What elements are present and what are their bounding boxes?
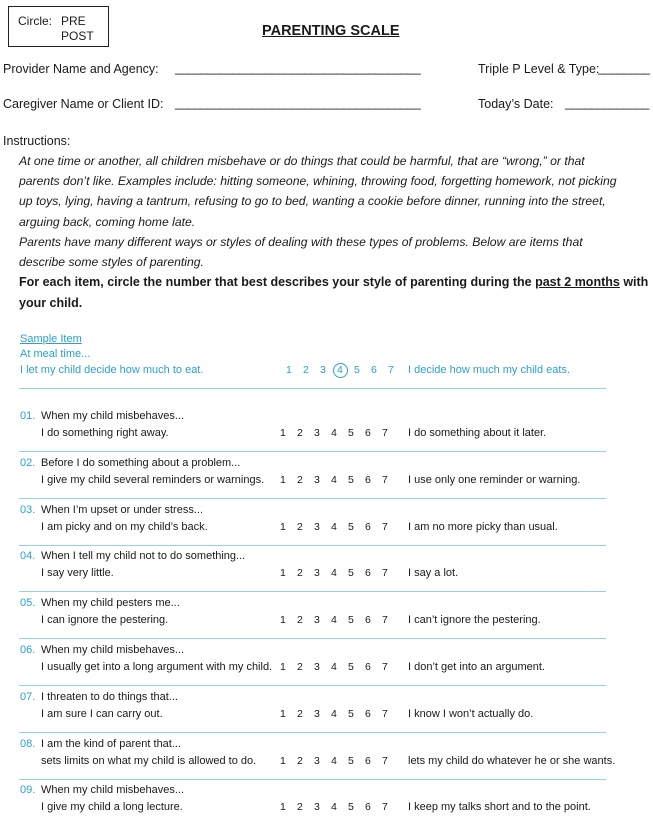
scale-option-1[interactable]: 1 — [280, 614, 286, 626]
scale-option-3[interactable]: 3 — [314, 474, 320, 486]
item-right-anchor: I am no more picky than usual. — [408, 521, 558, 533]
sample-scale-option-4: 4 — [337, 364, 343, 376]
scale-option-7[interactable]: 7 — [382, 614, 388, 626]
instructions-bold-line: your child. — [19, 296, 83, 310]
scale-option-1[interactable]: 1 — [280, 427, 286, 439]
instructions-line: parents don’t like. Examples include: hitting someone, whining, throwing food, forgetting homework, not picking — [19, 174, 617, 188]
scale-option-6[interactable]: 6 — [365, 521, 371, 533]
bold-text-pre: For each item, circle the number that best describes your style of parenting during the — [19, 275, 536, 289]
item-right-anchor: I keep my talks short and to the point. — [408, 801, 591, 813]
item-prompt: When I tell my child not to do something... — [41, 550, 246, 562]
sample-scale-option-7: 7 — [388, 364, 394, 376]
scale-option-4[interactable]: 4 — [331, 427, 337, 439]
item-prompt: I threaten to do things that... — [41, 691, 178, 703]
separator — [19, 451, 606, 452]
separator — [19, 638, 606, 639]
item-right-anchor: I don’t get into an argument. — [408, 661, 545, 673]
caregiver-field[interactable]: ______________________________________ — [175, 96, 421, 110]
scale-option-3[interactable]: 3 — [314, 567, 320, 579]
scale-option-2[interactable]: 2 — [297, 567, 303, 579]
item-number: 07. — [20, 691, 36, 703]
scale-option-6[interactable]: 6 — [365, 427, 371, 439]
pre-post-circle-box — [8, 6, 109, 47]
sample-heading: Sample Item — [20, 333, 82, 345]
scale-option-2[interactable]: 2 — [297, 801, 303, 813]
scale-option-3[interactable]: 3 — [314, 614, 320, 626]
item-left-anchor: I can ignore the pestering. — [41, 614, 169, 626]
instructions-line: Parents have many different ways or styles of dealing with these types of problems. Below are items that — [19, 235, 583, 249]
instructions-label: Instructions: — [3, 134, 71, 148]
instructions-line: At one time or another, all children misbehave or do things that could be harmful, that are “wrong,” or that — [19, 154, 585, 168]
scale-option-3[interactable]: 3 — [314, 801, 320, 813]
item-number: 03. — [20, 504, 36, 516]
scale-option-2[interactable]: 2 — [297, 708, 303, 720]
sample-circle-mark — [333, 363, 348, 378]
scale-option-1[interactable]: 1 — [280, 755, 286, 767]
item-right-anchor: I know I won’t actually do. — [408, 708, 534, 720]
scale-option-3[interactable]: 3 — [314, 661, 320, 673]
separator — [19, 685, 606, 686]
provider-field[interactable]: ______________________________________ — [175, 61, 421, 75]
item-right-anchor: I do something about it later. — [408, 427, 547, 439]
date-field[interactable]: _____________ — [565, 96, 649, 110]
scale-option-7[interactable]: 7 — [382, 567, 388, 579]
item-number: 08. — [20, 738, 36, 750]
page-title: PARENTING SCALE — [262, 23, 400, 39]
scale-option-1[interactable]: 1 — [280, 708, 286, 720]
scale-option-2[interactable]: 2 — [297, 474, 303, 486]
item-left-anchor: I usually get into a long argument with my child. — [41, 661, 273, 673]
separator — [19, 591, 606, 592]
item-number: 01. — [20, 410, 36, 422]
bold-text-underlined: past 2 months — [535, 275, 620, 289]
item-left-anchor: sets limits on what my child is allowed to do. — [41, 755, 257, 767]
instructions-line: up toys, lying, having a tantrum, refusing to go to bed, wanting a cookie before dinner, running into the street, — [19, 194, 606, 208]
item-left-anchor: I say very little. — [41, 567, 114, 579]
scale-option-3[interactable]: 3 — [314, 521, 320, 533]
item-number: 04. — [20, 550, 36, 562]
scale-option-6[interactable]: 6 — [365, 661, 371, 673]
item-right-anchor: I can’t ignore the pestering. — [408, 614, 541, 626]
item-prompt: When my child misbehaves... — [41, 410, 185, 422]
triple-p-label: Triple P Level & Type: — [478, 62, 600, 76]
scale-option-2[interactable]: 2 — [297, 427, 303, 439]
scale-option-1[interactable]: 1 — [280, 567, 286, 579]
caregiver-label: Caregiver Name or Client ID: — [3, 97, 164, 111]
triple-p-field[interactable]: ________ — [598, 61, 650, 75]
separator — [19, 732, 606, 733]
scale-option-4[interactable]: 4 — [331, 521, 337, 533]
separator — [19, 779, 606, 780]
scale-option-5[interactable]: 5 — [348, 801, 354, 813]
sample-scale-option-1: 1 — [286, 364, 292, 376]
scale-option-7[interactable]: 7 — [382, 521, 388, 533]
sample-scale-option-5: 5 — [354, 364, 360, 376]
scale-option-6[interactable]: 6 — [365, 801, 371, 813]
item-prompt: When my child pesters me... — [41, 597, 180, 609]
item-prompt: When I’m upset or under stress... — [41, 504, 204, 516]
separator — [19, 388, 606, 389]
item-prompt: Before I do something about a problem... — [41, 457, 241, 469]
item-prompt: When my child misbehaves... — [41, 784, 185, 796]
provider-label: Provider Name and Agency: — [3, 62, 159, 76]
scale-option-2[interactable]: 2 — [297, 614, 303, 626]
sample-scale-option-3: 3 — [320, 364, 326, 376]
sample-right-anchor: I decide how much my child eats. — [408, 364, 571, 376]
item-number: 05. — [20, 597, 36, 609]
sample-scale-option-6: 6 — [371, 364, 377, 376]
scale-option-6[interactable]: 6 — [365, 614, 371, 626]
item-prompt: I am the kind of parent that... — [41, 738, 182, 750]
scale-option-5[interactable]: 5 — [348, 661, 354, 673]
scale-option-3[interactable]: 3 — [314, 708, 320, 720]
scale-option-6[interactable]: 6 — [365, 567, 371, 579]
scale-option-4[interactable]: 4 — [331, 661, 337, 673]
scale-option-7[interactable]: 7 — [382, 474, 388, 486]
scale-option-3[interactable]: 3 — [314, 755, 320, 767]
scale-option-6[interactable]: 6 — [365, 474, 371, 486]
post-option[interactable]: POST — [61, 29, 94, 43]
item-left-anchor: I give my child a long lecture. — [41, 801, 183, 813]
scale-option-4[interactable]: 4 — [331, 708, 337, 720]
scale-option-1[interactable]: 1 — [280, 521, 286, 533]
item-right-anchor: lets my child do whatever he or she wants. — [408, 755, 616, 767]
scale-option-2[interactable]: 2 — [297, 661, 303, 673]
item-left-anchor: I do something right away. — [41, 427, 169, 439]
separator — [19, 545, 606, 546]
scale-option-5[interactable]: 5 — [348, 614, 354, 626]
scale-option-2[interactable]: 2 — [297, 755, 303, 767]
scale-option-6[interactable]: 6 — [365, 708, 371, 720]
scale-option-6[interactable]: 6 — [365, 755, 371, 767]
instructions-line: arguing back, coming home late. — [19, 215, 196, 229]
scale-option-1[interactable]: 1 — [280, 661, 286, 673]
item-right-anchor: I use only one reminder or warning. — [408, 474, 581, 486]
scale-option-7[interactable]: 7 — [382, 661, 388, 673]
instructions-bold-line — [19, 275, 648, 289]
sample-scale-option-2: 2 — [303, 364, 309, 376]
item-left-anchor: I am picky and on my child’s back. — [41, 521, 208, 533]
scale-option-4[interactable]: 4 — [331, 474, 337, 486]
scale-option-1[interactable]: 1 — [280, 474, 286, 486]
scale-option-5[interactable]: 5 — [348, 474, 354, 486]
scale-option-5[interactable]: 5 — [348, 708, 354, 720]
item-right-anchor: I say a lot. — [408, 567, 459, 579]
item-number: 09. — [20, 784, 36, 796]
scale-option-7[interactable]: 7 — [382, 755, 388, 767]
scale-option-4[interactable]: 4 — [331, 614, 337, 626]
separator — [19, 498, 606, 499]
pre-option[interactable]: PRE — [61, 14, 86, 28]
scale-option-7[interactable]: 7 — [382, 427, 388, 439]
item-prompt: When my child misbehaves... — [41, 644, 185, 656]
scale-option-2[interactable]: 2 — [297, 521, 303, 533]
scale-option-4[interactable]: 4 — [331, 755, 337, 767]
item-number: 06. — [20, 644, 36, 656]
scale-option-4[interactable]: 4 — [331, 801, 337, 813]
scale-option-5[interactable]: 5 — [348, 521, 354, 533]
date-label: Today’s Date: — [478, 97, 554, 111]
instructions-line: describe some styles of parenting. — [19, 255, 204, 269]
sample-left-anchor: I let my child decide how much to eat. — [20, 364, 204, 376]
scale-option-7[interactable]: 7 — [382, 801, 388, 813]
scale-option-5[interactable]: 5 — [348, 427, 354, 439]
bold-text-post: with — [619, 275, 649, 289]
sample-prompt: At meal time... — [20, 348, 91, 360]
scale-option-5[interactable]: 5 — [348, 567, 354, 579]
item-left-anchor: I give my child several reminders or warnings. — [41, 474, 265, 486]
scale-option-4[interactable]: 4 — [331, 567, 337, 579]
item-number: 02. — [20, 457, 36, 469]
scale-option-7[interactable]: 7 — [382, 708, 388, 720]
item-left-anchor: I am sure I can carry out. — [41, 708, 163, 720]
scale-option-1[interactable]: 1 — [280, 801, 286, 813]
circle-label: Circle: — [18, 14, 53, 28]
scale-option-3[interactable]: 3 — [314, 427, 320, 439]
scale-option-5[interactable]: 5 — [348, 755, 354, 767]
